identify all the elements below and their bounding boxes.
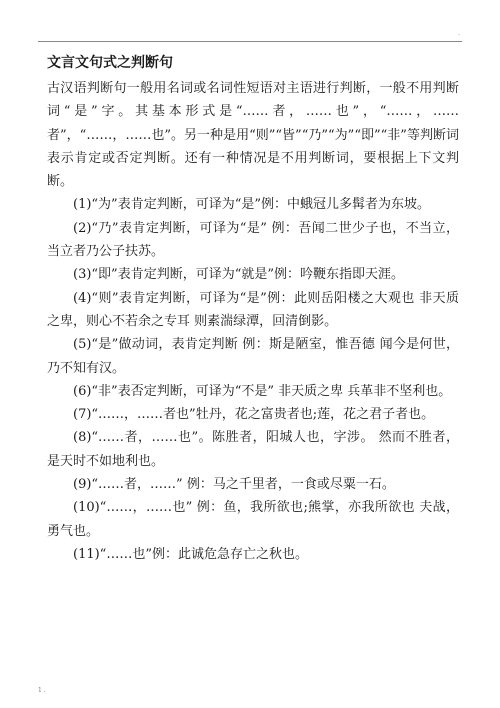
document-body: [47, 52, 459, 566]
document-title: 文言文句式之判断句: [47, 55, 173, 71]
list-item: (5)“是”做动词，表肯定判断 例：斯是陋室，惟吾德 闻今是何世，乃不知有汉。: [47, 337, 459, 376]
list-item: (3)“即”表肯定判断，可译为“就是”例：吟鞭东指即天涯。: [73, 267, 404, 283]
list-item: (4)“则”表肯定判断，可译为“是”例：此则岳阳楼之大观也 非天质之卑，则心不若余之专耳 则素湍绿潭，回清倒影。: [47, 290, 459, 329]
intro-paragraph: 古汉语判断句一般用名词或名词性短语对主语进行判断，一般不用判断词“是”字。其基本形式是“……者，……也”，“……，……者”，“……，……也”。另一种是用“则”“皆”“乃”“为”“即”“非”等判断词表示肯定或否定判断。还有一种情况是不用判断词，要根据上下文判断。: [47, 81, 459, 190]
list-item: (6)“非”表否定判断，可译为“不是” 非天质之卑 兵革非不坚利也。: [73, 383, 452, 399]
corner-mark: .: [458, 30, 460, 37]
list-item: (11)“……也”例：此诚危急存亡之秋也。: [73, 546, 308, 562]
list-item: (7)“……，……者也”牡丹，花之富贵者也;莲，花之君子者也。: [73, 407, 435, 423]
footer-mark: 1 .: [38, 687, 46, 694]
list-item: (1)“为”表肯定判断，可译为“是”例：中蛾冠儿多髯者为东坡。: [73, 197, 430, 213]
header-rule: [38, 41, 462, 42]
list-item: (8)“……者，……也”。陈胜者，阳城人也，字涉。 然而不胜者，是天时不如地利也。: [47, 430, 459, 469]
list-item: (2)“乃”表肯定判断，可译为“是” 例：吾闻二世少子也，不当立，当立者乃公子扶苏。: [47, 220, 459, 260]
list-item: (9)“……者，……” 例：马之千里者，一食或尽粟一石。: [73, 477, 395, 493]
list-item: (10)“……，……也” 例：鱼，我所欲也;熊掌，亦我所欲也 夫战，勇气也。: [47, 500, 459, 539]
